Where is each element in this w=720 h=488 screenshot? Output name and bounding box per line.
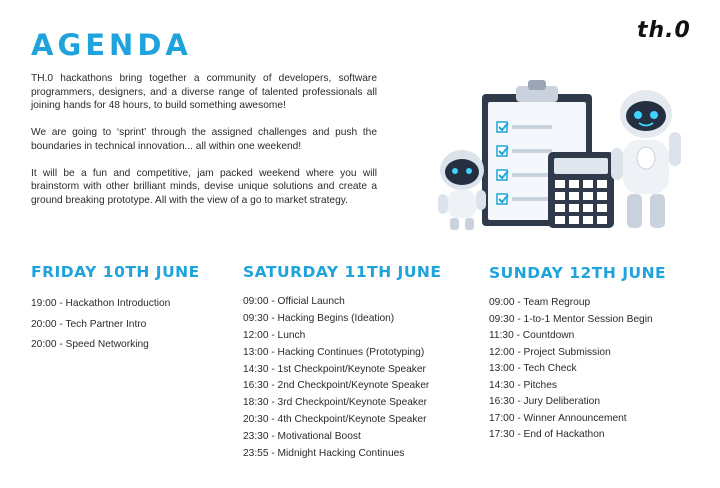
intro-paragraph: TH.0 hackathons bring together a community of developers, software programmers, designers, and a diverse range of talented professionals all joining hands for 48 hours, to build something awesome! (31, 73, 377, 111)
schedule-item: 20:00 - Tech Partner Intro (31, 318, 147, 330)
schedule-item: 09:00 - Official Launch (243, 296, 345, 307)
calculator-icon (548, 152, 614, 228)
schedule-item: 16:30 - Jury Deliberation (489, 396, 600, 407)
schedule-list-sunday (489, 297, 653, 446)
intro-paragraph: We are going to ‘sprint’ through the assigned challenges and push the boundaries in technical innovation... all within one weekend! (31, 127, 377, 152)
day-heading-sunday: SUNDAY 12TH JUNE (489, 264, 667, 282)
schedule-item: 18:30 - 3rd Checkpoint/Keynote Speaker (243, 397, 428, 409)
schedule-item: 17:30 - End of Hackathon (489, 429, 605, 440)
robots-illustration (430, 72, 700, 234)
schedule-item: 14:30 - 1st Checkpoint/Keynote Speaker (243, 363, 426, 375)
schedule-list-friday (31, 298, 170, 360)
schedule-item: 16:30 - 2nd Checkpoint/Keynote Speaker (243, 380, 430, 392)
schedule-item: 12:00 - Lunch (243, 329, 306, 341)
schedule-item: 09:30 - Hacking Begins (Ideation) (243, 312, 395, 324)
schedule-item: 09:30 - 1-to-1 Mentor Session Begin (489, 313, 653, 325)
schedule-item: 13:00 - Tech Check (489, 363, 577, 374)
intro-paragraph: It will be a fun and competitive, jam packed weekend where you will brainstorm with other brilliant minds, devise unique solutions and create a ground breaking prototype. All with the view of a go to market strategy. (31, 167, 377, 206)
day-heading-saturday: SATURDAY 11TH JUNE (243, 263, 442, 281)
schedule-list-saturday (243, 296, 429, 465)
page-title: AGENDA (31, 28, 192, 62)
schedule-item: 20:00 - Speed Networking (31, 339, 149, 351)
day-heading-friday: FRIDAY 10TH JUNE (31, 263, 200, 281)
schedule-item: 12:00 - Project Submission (489, 346, 611, 358)
brand-logo: th.0 (637, 18, 691, 43)
schedule-item: 23:30 - Motivational Boost (243, 431, 361, 443)
schedule-item: 23:55 - Midnight Hacking Continues (243, 448, 405, 460)
schedule-item: 09:00 - Team Regroup (489, 297, 591, 308)
schedule-item: 20:30 - 4th Checkpoint/Keynote Speaker (243, 414, 427, 426)
schedule-item: 13:00 - Hacking Continues (Prototyping) (243, 346, 425, 358)
intro-text (31, 72, 377, 221)
schedule-item: 11:30 - Countdown (489, 330, 575, 341)
robot-icon (611, 90, 681, 228)
robot-icon (438, 150, 486, 230)
schedule-item: 19:00 - Hackathon Introduction (31, 298, 171, 309)
schedule-item: 17:00 - Winner Announcement (489, 412, 627, 424)
schedule-item: 14:30 - Pitches (489, 379, 557, 391)
